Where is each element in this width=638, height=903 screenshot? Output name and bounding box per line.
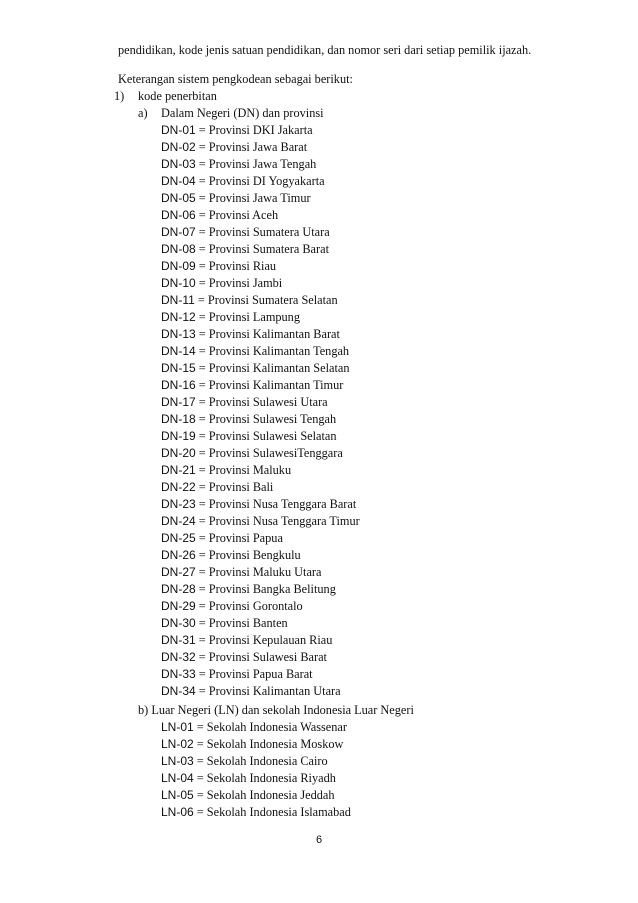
list-item	[161, 377, 343, 393]
page-number: 6	[315, 834, 323, 846]
list-item	[161, 770, 336, 786]
item-code: DN-31	[161, 633, 196, 647]
list-item	[161, 173, 325, 189]
item-name: = Provinsi Sulawesi Selatan	[198, 429, 337, 443]
item-name: = Provinsi SulawesiTenggara	[198, 446, 343, 460]
item-code: LN-06	[161, 805, 194, 819]
item-code: DN-14	[161, 344, 196, 358]
item-code: DN-01	[161, 123, 196, 137]
item-name: = Provinsi Nusa Tenggara Barat	[198, 497, 357, 511]
item-code: DN-04	[161, 174, 196, 188]
item-name: = Sekolah Indonesia Riyadh	[196, 771, 336, 785]
list-item	[161, 445, 343, 461]
item-code: DN-09	[161, 259, 196, 273]
item-code: LN-01	[161, 720, 194, 734]
list-item	[161, 309, 300, 325]
item-code: DN-23	[161, 497, 196, 511]
list-item	[161, 326, 340, 342]
list-item	[161, 736, 343, 752]
item-name: = Provinsi Gorontalo	[198, 599, 303, 613]
item-name: = Provinsi Sulawesi Utara	[198, 395, 328, 409]
item-code: DN-27	[161, 565, 196, 579]
list-item	[161, 513, 360, 529]
item-code: DN-16	[161, 378, 196, 392]
list-item	[161, 241, 329, 257]
item-name: = Sekolah Indonesia Moskow	[196, 737, 344, 751]
item-code: DN-34	[161, 684, 196, 698]
item-name: = Provinsi Kalimantan Barat	[198, 327, 340, 341]
item-name: = Provinsi Nusa Tenggara Timur	[198, 514, 360, 528]
item-code: LN-03	[161, 754, 194, 768]
item-name: = Sekolah Indonesia Islamabad	[196, 805, 351, 819]
item-name: = Provinsi Kalimantan Utara	[198, 684, 341, 698]
item-code: DN-24	[161, 514, 196, 528]
item-name: = Provinsi Banten	[198, 616, 288, 630]
item-name: = Provinsi Sumatera Selatan	[197, 293, 338, 307]
item-name: = Provinsi Bangka Belitung	[198, 582, 336, 596]
item-code: DN-18	[161, 412, 196, 426]
item-code: DN-21	[161, 463, 196, 477]
item-name: = Provinsi Sulawesi Tengah	[198, 412, 337, 426]
list-item	[161, 649, 327, 665]
list-item	[161, 122, 313, 138]
item-name: = Provinsi Jawa Tengah	[198, 157, 317, 171]
item-code: DN-11	[161, 293, 195, 307]
list-item	[161, 581, 336, 597]
list-item	[161, 462, 291, 478]
item-code: DN-03	[161, 157, 196, 171]
item-code: LN-05	[161, 788, 194, 802]
item-name: = Provinsi Kalimantan Tengah	[198, 344, 350, 358]
item-name: = Provinsi DKI Jakarta	[198, 123, 313, 137]
item-code: DN-29	[161, 599, 196, 613]
item-code: DN-30	[161, 616, 196, 630]
item-code: DN-05	[161, 191, 196, 205]
list-item	[161, 411, 336, 427]
list-item	[161, 547, 301, 563]
item-name: = Provinsi Sulawesi Barat	[198, 650, 327, 664]
list-item	[161, 683, 341, 699]
list-item	[161, 292, 338, 308]
list-item	[161, 804, 351, 820]
list-item	[161, 394, 328, 410]
list-item	[161, 258, 276, 274]
item-name: = Provinsi Jawa Barat	[198, 140, 308, 154]
item-code: DN-13	[161, 327, 196, 341]
item-name: = Sekolah Indonesia Cairo	[196, 754, 328, 768]
list-item	[161, 207, 278, 223]
item-code: DN-02	[161, 140, 196, 154]
item-name: = Provinsi Kepulauan Riau	[198, 633, 333, 647]
list-item	[161, 598, 303, 614]
item-name: = Provinsi Papua	[198, 531, 283, 545]
intro-line-1: pendidikan, kode jenis satuan pendidikan, dan nomor seri dari setiap pemilik ijazah.	[118, 43, 532, 57]
item-code: DN-15	[161, 361, 196, 375]
item-name: = Provinsi Sumatera Utara	[198, 225, 330, 239]
item-name: = Provinsi Kalimantan Selatan	[198, 361, 350, 375]
item-name: = Provinsi Sumatera Barat	[198, 242, 329, 256]
item-code: DN-25	[161, 531, 196, 545]
item-name: = Provinsi Maluku Utara	[198, 565, 322, 579]
list-item	[161, 530, 283, 546]
item-name: = Provinsi Riau	[198, 259, 277, 273]
list-item	[161, 343, 349, 359]
item-code: LN-04	[161, 771, 194, 785]
section-1-label: kode penerbitan	[138, 89, 217, 103]
item-name: = Provinsi Bali	[198, 480, 274, 494]
list-item	[161, 787, 335, 803]
item-code: DN-22	[161, 480, 196, 494]
list-item	[161, 666, 313, 682]
list-item	[161, 615, 288, 631]
item-name: = Provinsi DI Yogyakarta	[198, 174, 325, 188]
item-code: DN-07	[161, 225, 196, 239]
list-item	[161, 632, 332, 648]
item-name: = Provinsi Lampung	[198, 310, 300, 324]
item-code: DN-19	[161, 429, 196, 443]
list-item	[161, 139, 307, 155]
section-1-marker: 1)	[114, 89, 125, 103]
item-code: DN-06	[161, 208, 196, 222]
item-name: = Provinsi Jambi	[198, 276, 283, 290]
list-item	[161, 564, 321, 580]
item-code: DN-08	[161, 242, 196, 256]
list-item	[161, 496, 356, 512]
item-name: = Provinsi Maluku	[198, 463, 292, 477]
sub-a-marker: a)	[138, 106, 148, 120]
list-item	[161, 753, 328, 769]
item-name: = Sekolah Indonesia Jeddah	[196, 788, 335, 802]
sub-b-label: b) Luar Negeri (LN) dan sekolah Indonesia Luar Negeri	[138, 703, 414, 717]
item-code: DN-33	[161, 667, 196, 681]
item-code: DN-20	[161, 446, 196, 460]
list-item	[161, 275, 282, 291]
intro-line-2: Keterangan sistem pengkodean sebagai berikut:	[118, 72, 353, 86]
item-code: DN-32	[161, 650, 196, 664]
item-code: DN-17	[161, 395, 196, 409]
item-code: DN-28	[161, 582, 196, 596]
item-code: LN-02	[161, 737, 194, 751]
item-name: = Provinsi Papua Barat	[198, 667, 313, 681]
list-item	[161, 479, 273, 495]
list-item	[161, 190, 311, 206]
sub-a-label: Dalam Negeri (DN) dan provinsi	[161, 106, 324, 120]
item-name: = Sekolah Indonesia Wassenar	[196, 720, 347, 734]
item-name: = Provinsi Bengkulu	[198, 548, 301, 562]
item-code: DN-26	[161, 548, 196, 562]
list-item	[161, 224, 330, 240]
item-name: = Provinsi Aceh	[198, 208, 279, 222]
list-item	[161, 360, 349, 376]
list-item	[161, 156, 316, 172]
item-name: = Provinsi Kalimantan Timur	[198, 378, 344, 392]
item-code: DN-10	[161, 276, 196, 290]
list-item	[161, 428, 337, 444]
item-code: DN-12	[161, 310, 196, 324]
item-name: = Provinsi Jawa Timur	[198, 191, 311, 205]
list-item	[161, 719, 347, 735]
